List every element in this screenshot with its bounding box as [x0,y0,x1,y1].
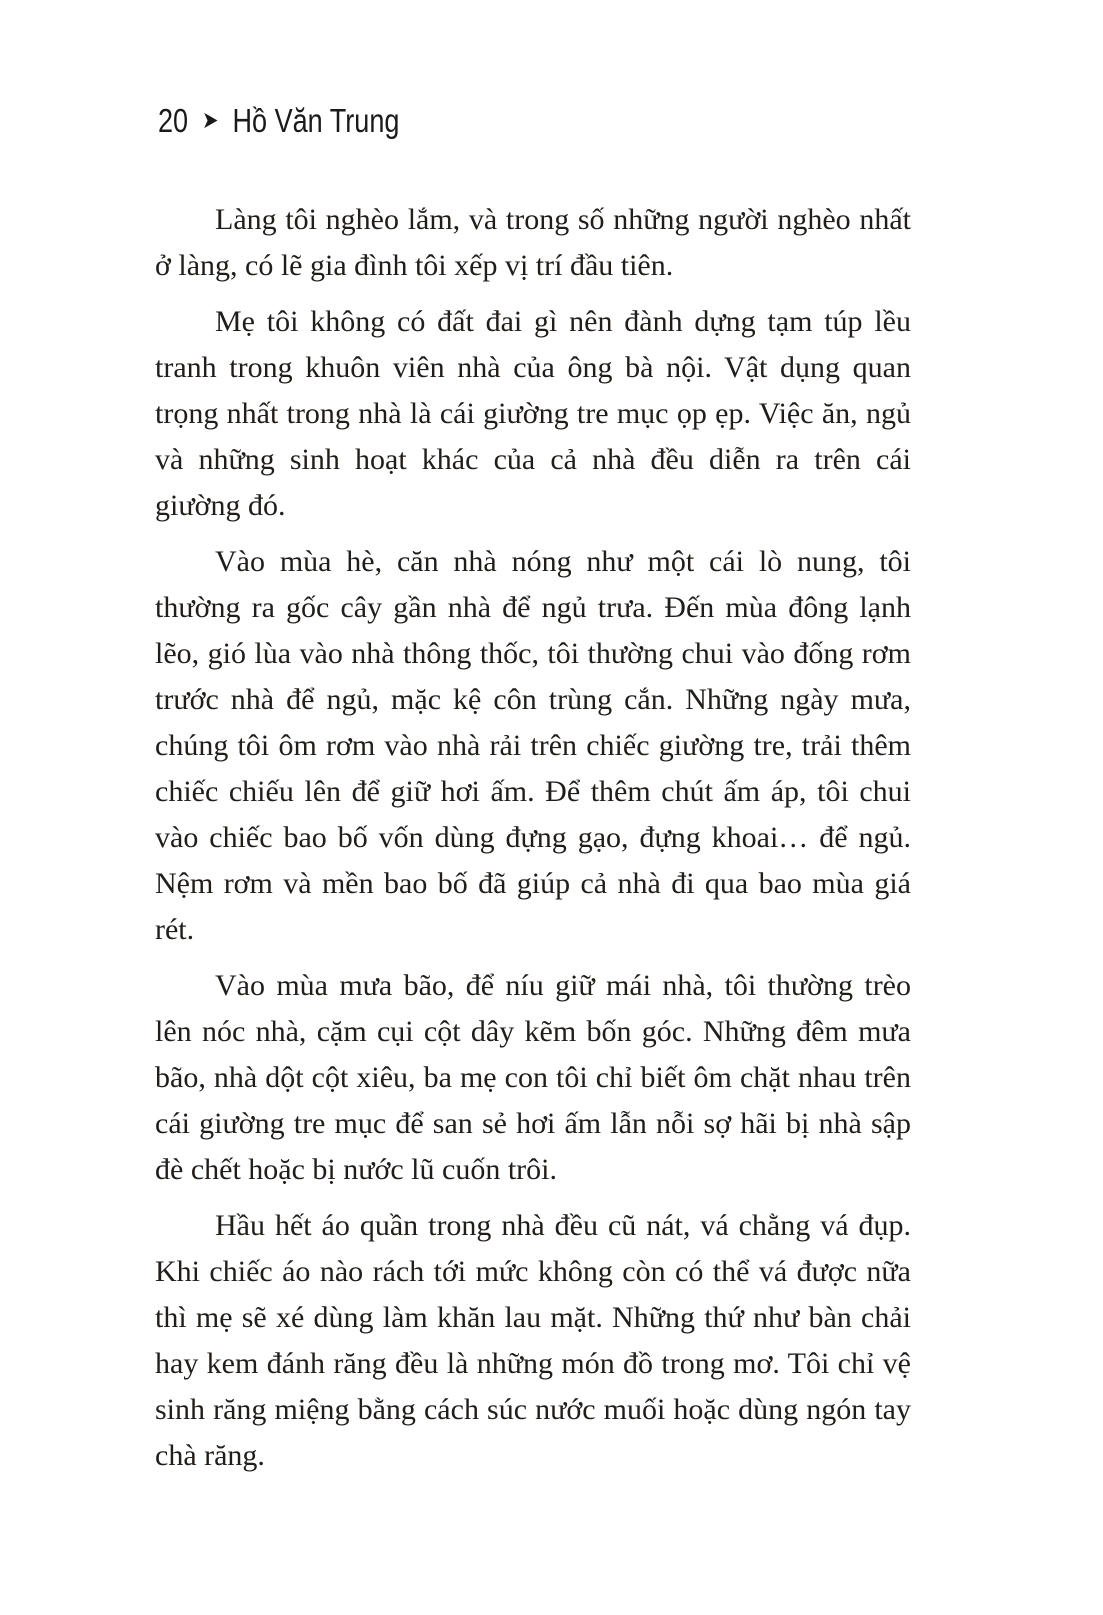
arrow-right-icon: ➤ [202,107,219,134]
page-number: 20 [158,101,189,139]
paragraph: Vào mùa mưa bão, để níu giữ mái nhà, tôi thường trèo lên nóc nhà, cặm cụi cột dây kẽm bốn góc. Những đêm mưa bão, nhà dột cột xiêu, ba mẹ con tôi chỉ biết ôm chặt nhau trên cái giường tre mục để san sẻ hơi ấm lẫn nỗi sợ hãi bị nhà sập đè chết hoặc bị nước lũ cuốn trôi. [155,969,911,1186]
running-header-author: Hồ Văn Trung [232,101,400,139]
paragraph: Làng tôi nghèo lắm, và trong số những người nghèo nhất ở làng, có lẽ gia đình tôi xếp vị trí đầu tiên. [155,203,911,282]
paragraph: Hầu hết áo quần trong nhà đều cũ nát, vá chằng vá đụp. Khi chiếc áo nào rách tới mức không còn có thể vá được nữa thì mẹ sẽ xé dùng làm khăn lau mặt. Những thứ như bàn chải hay kem đánh răng đều là những món đồ trong mơ. Tôi chỉ vệ sinh răng miệng bằng cách súc nước muối hoặc dùng ngón tay chà răng. [155,1209,911,1472]
paragraph: Mẹ tôi không có đất đai gì nên đành dựng tạm túp lều tranh trong khuôn viên nhà của ông bà nội. Vật dụng quan trọng nhất trong nhà là cái giường tre mục ọp ẹp. Việc ăn, ngủ và những sinh hoạt khác của cả nhà đều diễn ra trên cái giường đó. [155,305,911,522]
page-body [155,197,911,1479]
running-header [158,103,399,137]
paragraph: Vào mùa hè, căn nhà nóng như một cái lò nung, tôi thường ra gốc cây gần nhà để ngủ trưa. Đến mùa đông lạnh lẽo, gió lùa vào nhà thông thốc, tôi thường chui vào đống rơm trước nhà để ngủ, mặc kệ côn trùng cắn. Những ngày mưa, chúng tôi ôm rơm vào nhà rải trên chiếc giường tre, trải thêm chiếc chiếu lên để giữ hơi ấm. Để thêm chút ấm áp, tôi chui vào chiếc bao bố vốn dùng đựng gạo, đựng khoai… để ngủ. Nệm rơm và mền bao bố đã giúp cả nhà đi qua bao mùa giá rét. [155,545,911,946]
